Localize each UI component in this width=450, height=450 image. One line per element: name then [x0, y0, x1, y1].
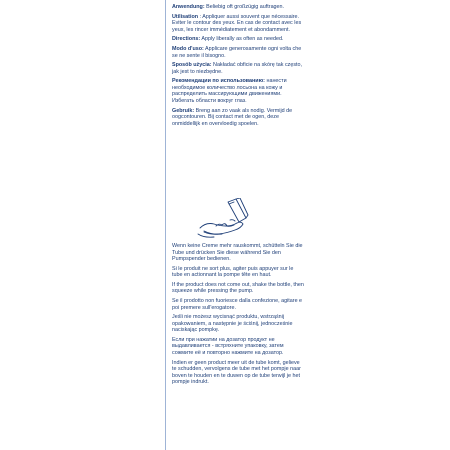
pump-instructions	[172, 243, 304, 389]
text-nl: Breng aan zo vaak als nodig. Vermijd de oogcontouren. Bij contact met de ogen, deze onmiddellijk en overvloedig spoelen.	[172, 107, 293, 127]
instruction-pl	[172, 62, 304, 75]
label-en: Directions:	[172, 36, 201, 43]
text-fr: : Appliquer aussi souvent que nécessaire. Eviter le contour des yeux. En cas de contact avec les yeux, les rincer immédiatement et abondamment.	[172, 13, 302, 33]
label-fr: Utilisation	[172, 13, 199, 20]
label-it: Modo d'uso:	[172, 46, 204, 53]
pump-instruction-ru: Если при нажатии на дозатор продукт не выдавливается - встряхните упаковку, затем сожмите её и повторно нажмите на дозатор.	[172, 336, 284, 356]
hand-squeezing-tube-icon	[196, 198, 252, 242]
instruction-nl	[172, 108, 304, 128]
text-pl: Nakładać obficie na skórę tak często, jak jest to niezbędne.	[172, 62, 303, 75]
pump-instruction-fr: Si le produit ne sort plus, agiter puis appuyer sur le tube en actionnant la pompe tête en haut.	[172, 265, 294, 279]
pump-instruction-nl: Indien er geen product meer uit de tube komt, gelieve te schudden, vervolgens de tube met het pompje naar boven te houden en te duwen op de tube terwijl je het pompje indrukt.	[172, 359, 301, 386]
usage-instructions	[172, 4, 304, 130]
label-nl: Gebruik:	[172, 107, 195, 114]
pump-instruction-pl: Jeśli nie możesz wycisnąć produktu, wstrząśnij opakowaniem, a następnie je ściśnij, jednocześnie naciskając pompkę.	[172, 314, 293, 334]
text-en: Apply liberally as often as needed.	[200, 36, 284, 43]
instruction-en	[172, 36, 304, 43]
instruction-it	[172, 46, 304, 59]
column-divider	[165, 0, 166, 450]
instruction-de	[172, 4, 304, 11]
pump-instruction-en: If the product does not come out, shake the bottle, then squeeze while pressing the pump.	[172, 281, 304, 295]
text-ru: нанести необходимое количество лосьона на кожу и распределить массирующими движениями. Избегать области вокруг глаз.	[172, 78, 287, 104]
text-it: Applicare generosamente ogni volta che se ne sente il bisogno.	[172, 46, 302, 59]
pump-instruction-it: Se il prodotto non fuoriesce dalla confezione, agitare e poi premere sull'erogatore.	[172, 298, 303, 311]
instruction-ru	[172, 78, 304, 104]
label-de: Anwendung:	[172, 4, 205, 10]
label-pl: Sposób użycia:	[172, 62, 212, 69]
label-ru: Рекомендации по использованию:	[172, 78, 265, 85]
text-de: Beliebig oft großzügig auftragen.	[204, 4, 285, 10]
pump-instruction-de: Wenn keine Creme mehr rauskommt, schütteln Sie die Tube und drücken Sie diese während Sie den Pumpspender bedienen.	[172, 243, 303, 262]
instruction-fr	[172, 14, 304, 34]
